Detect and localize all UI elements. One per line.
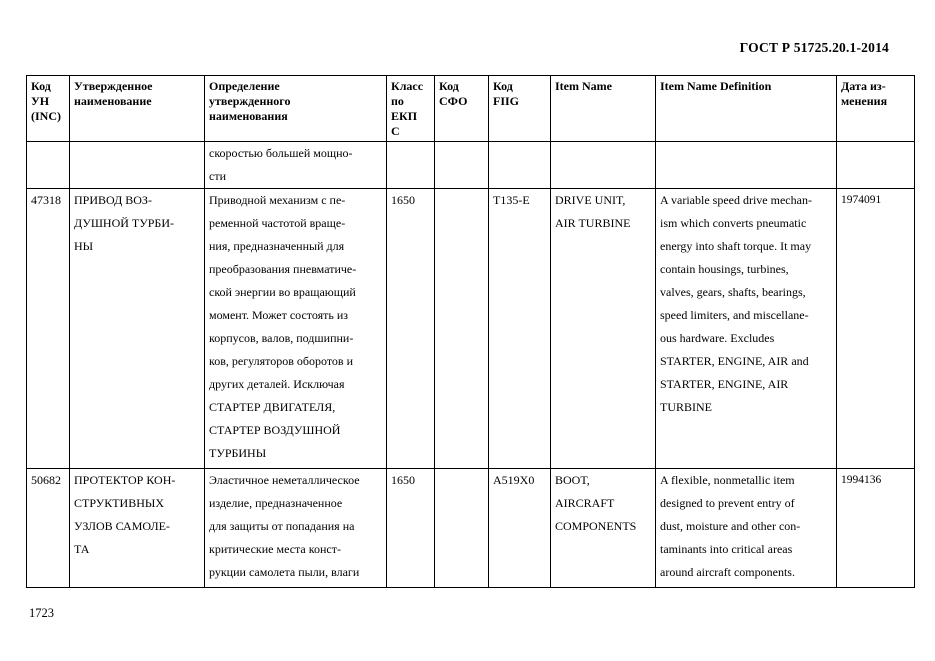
cell-text: 50682 — [31, 473, 61, 487]
cell-inc — [27, 469, 70, 588]
cell-text-line: ской энергии во вращающий — [209, 285, 356, 299]
cell-text: A519X0 — [493, 473, 535, 487]
column-header-name-ru — [70, 76, 205, 142]
cell-text: 47318 — [31, 193, 61, 207]
column-header-line: Класс — [391, 79, 424, 93]
cell-fiig — [489, 189, 551, 469]
column-header-line: утвержденного — [209, 94, 291, 108]
cell-date — [837, 142, 915, 189]
column-header-definition-en — [656, 76, 837, 142]
cell-fiig — [489, 142, 551, 189]
cell-text-line: ДУШНОЙ ТУРБИ- — [74, 216, 174, 230]
cell-text-line: valves, gears, shafts, bearings, — [660, 285, 806, 299]
column-header-line: С — [391, 124, 400, 138]
column-header-line: Утвержденное — [74, 79, 153, 93]
cell-text: 1994136 — [841, 474, 882, 486]
cell-text-line: корпусов, валов, подшипни- — [209, 331, 354, 345]
column-header-line: Item Name Definition — [660, 79, 772, 93]
cell-text-line: ПРОТЕКТОР КОН- — [74, 473, 176, 487]
cell-text-line: STARTER, ENGINE, AIR — [660, 377, 789, 391]
cell-text-line: speed limiters, and miscellane- — [660, 308, 809, 322]
cell-text-line: Приводной механизм с пе- — [209, 193, 346, 207]
cell-definition-ru — [205, 189, 387, 469]
cell-text-line: ния, предназначенный для — [209, 239, 345, 253]
cell-item-name — [551, 189, 656, 469]
column-header-date — [837, 76, 915, 142]
header-row — [27, 76, 915, 142]
cell-class — [387, 469, 435, 588]
column-header-fiig — [489, 76, 551, 142]
column-header-item-name — [551, 76, 656, 142]
cell-text-line: A variable speed drive mechan- — [660, 193, 812, 207]
cell-definition-en — [656, 142, 837, 189]
cell-text-line: TURBINE — [660, 400, 712, 414]
cell-text-line: dust, moisture and other con- — [660, 519, 801, 533]
table-row — [27, 142, 915, 189]
cell-class — [387, 189, 435, 469]
cell-date — [837, 469, 915, 588]
cell-name-ru — [70, 189, 205, 469]
cell-text-line: для защиты от попадания на — [209, 519, 355, 533]
cell-text-line: сти — [209, 169, 226, 183]
cell-fiig — [489, 469, 551, 588]
cell-text-line: рукции самолета пыли, влаги — [209, 565, 360, 579]
cell-definition-ru — [205, 469, 387, 588]
cell-text-line: STARTER, ENGINE, AIR and — [660, 354, 809, 368]
cell-definition-ru — [205, 142, 387, 189]
column-header-line: Код — [493, 79, 513, 93]
cell-text-line: УЗЛОВ САМОЛЕ- — [74, 519, 170, 533]
cell-text-line: Эластичное неметаллическое — [209, 473, 360, 487]
column-header-line: (INC) — [31, 109, 61, 123]
column-header-line: Item Name — [555, 79, 612, 93]
cell-text-line: ПРИВОД ВОЗ- — [74, 193, 152, 207]
cell-name-ru — [70, 142, 205, 189]
cell-text-line: around aircraft components. — [660, 565, 795, 579]
cell-item-name — [551, 469, 656, 588]
cell-sfo — [435, 142, 489, 189]
column-header-line: наименование — [74, 94, 152, 108]
cell-text-line: преобразования пневматиче- — [209, 262, 357, 276]
cell-name-ru — [70, 469, 205, 588]
column-header-line: Определение — [209, 79, 280, 93]
cell-text-line: BOOT, — [555, 473, 590, 487]
cell-text-line: ТА — [74, 542, 90, 556]
column-header-line: FIIG — [493, 94, 520, 108]
column-header-line: Код — [439, 79, 459, 93]
cell-text: 1650 — [391, 193, 415, 207]
document-code: ГОСТ Р 51725.20.1-2014 — [739, 40, 889, 55]
cell-text-line: ous hardware. Excludes — [660, 331, 775, 345]
cell-text: 1974091 — [841, 194, 882, 206]
column-header-definition-ru — [205, 76, 387, 142]
cell-text-line: СТАРТЕР ВОЗДУШНОЙ — [209, 423, 341, 437]
cell-definition-en — [656, 189, 837, 469]
column-header-class — [387, 76, 435, 142]
column-header-sfo — [435, 76, 489, 142]
cell-text-line: ТУРБИНЫ — [209, 446, 267, 460]
cell-text-line: taminants into critical areas — [660, 542, 793, 556]
cell-text-line: скоростью большей мощно- — [209, 146, 353, 160]
table-row — [27, 469, 915, 588]
cell-inc — [27, 189, 70, 469]
cell-item-name — [551, 142, 656, 189]
column-header-inc — [27, 76, 70, 142]
cell-text-line: СТРУКТИВНЫХ — [74, 496, 165, 510]
cell-text-line: designed to prevent entry of — [660, 496, 795, 510]
cell-text-line: НЫ — [74, 239, 94, 253]
cell-text-line: ism which converts pneumatic — [660, 216, 807, 230]
classification-table — [26, 75, 915, 588]
cell-text-line: других деталей. Исключая — [209, 377, 345, 391]
cell-text-line: ков, регуляторов оборотов и — [209, 354, 353, 368]
column-header-line: наименования — [209, 109, 288, 123]
column-header-line: СФО — [439, 94, 468, 108]
table-row — [27, 189, 915, 469]
cell-definition-en — [656, 469, 837, 588]
cell-inc — [27, 142, 70, 189]
cell-text-line: A flexible, nonmetallic item — [660, 473, 795, 487]
cell-text-line: energy into shaft torque. It may — [660, 239, 812, 253]
cell-sfo — [435, 469, 489, 588]
column-header-line: Код — [31, 79, 51, 93]
cell-text-line: изделие, предназначенное — [209, 496, 343, 510]
column-header-line: менения — [841, 94, 888, 108]
cell-text-line: СТАРТЕР ДВИГАТЕЛЯ, — [209, 400, 336, 414]
cell-text: T135-E — [493, 193, 530, 207]
cell-text-line: критические места конст- — [209, 542, 341, 556]
cell-text-line: COMPONENTS — [555, 519, 637, 533]
cell-text-line: DRIVE UNIT, — [555, 193, 626, 207]
cell-text-line: момент. Может состоять из — [209, 308, 349, 322]
column-header-line: Дата из- — [841, 79, 886, 93]
cell-text-line: ременной частотой враще- — [209, 216, 346, 230]
page-number: 1723 — [29, 606, 54, 620]
cell-sfo — [435, 189, 489, 469]
column-header-line: ЕКП — [391, 109, 418, 123]
cell-date — [837, 189, 915, 469]
column-header-line: по — [391, 94, 404, 108]
column-header-line: УН — [31, 94, 50, 108]
cell-text-line: AIRCRAFT — [555, 496, 615, 510]
cell-class — [387, 142, 435, 189]
cell-text-line: contain housings, turbines, — [660, 262, 789, 276]
cell-text: 1650 — [391, 473, 415, 487]
cell-text-line: AIR TURBINE — [555, 216, 631, 230]
